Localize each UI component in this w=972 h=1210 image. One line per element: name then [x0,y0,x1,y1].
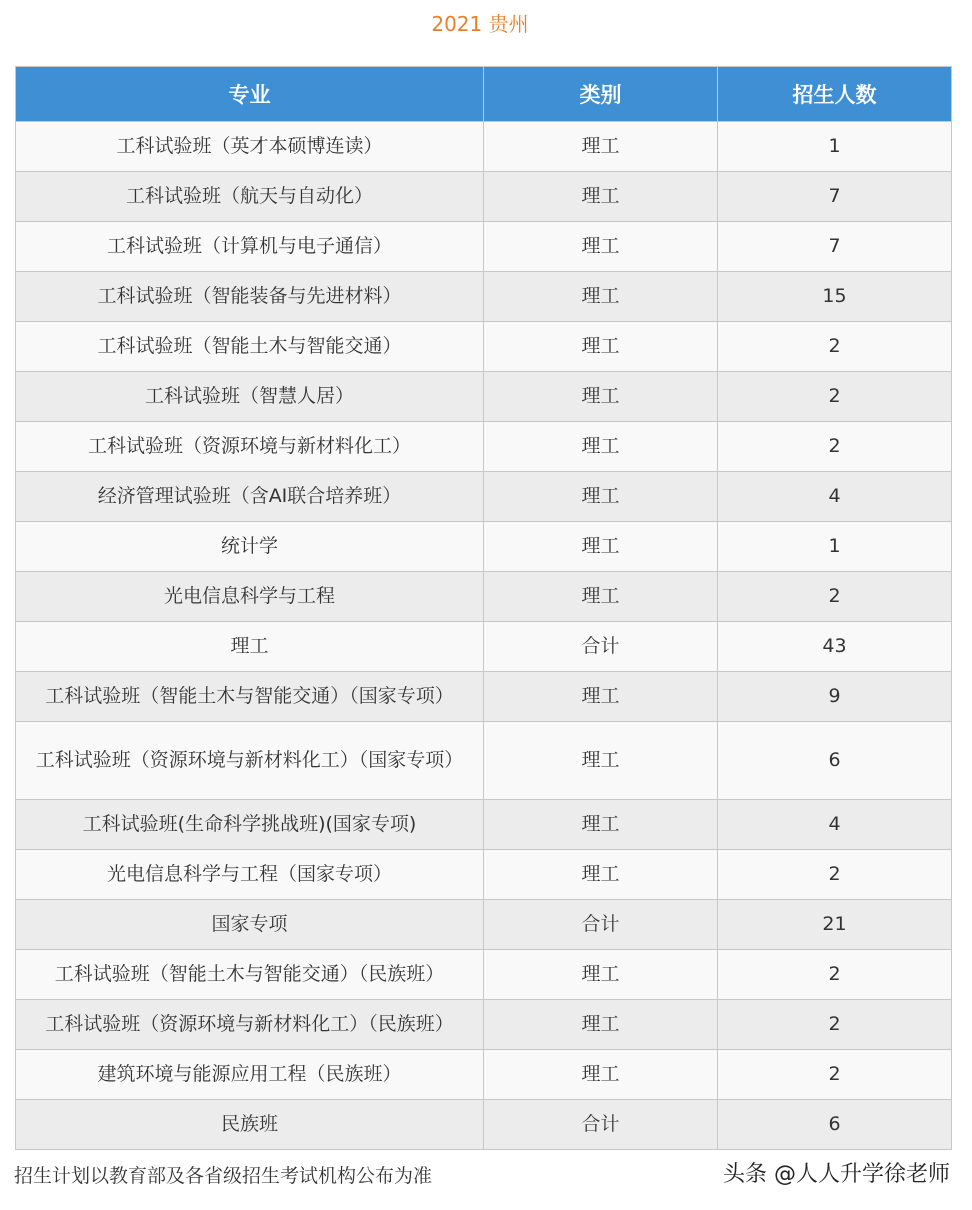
cell-major: 工科试验班（资源环境与新材料化工）（国家专项） [16,722,484,800]
cell-count: 2 [718,572,952,622]
cell-major: 工科试验班（航天与自动化） [16,172,484,222]
cell-category: 理工 [484,122,718,172]
table-row [16,222,952,272]
header-enrollment: 招生人数 [718,67,952,122]
cell-category: 合计 [484,622,718,672]
cell-category: 理工 [484,1000,718,1050]
cell-count: 7 [718,172,952,222]
cell-major: 经济管理试验班（含AI联合培养班） [16,472,484,522]
cell-major: 工科试验班（智慧人居） [16,372,484,422]
cell-category: 理工 [484,722,718,800]
cell-count: 2 [718,372,952,422]
cell-count: 4 [718,800,952,850]
cell-major: 工科试验班（资源环境与新材料化工）（民族班） [16,1000,484,1050]
subtotal-row [16,622,952,672]
cell-count: 2 [718,322,952,372]
table-row [16,272,952,322]
cell-major: 工科试验班（智能土木与智能交通）（民族班） [16,950,484,1000]
cell-category: 合计 [484,900,718,950]
cell-count: 6 [718,722,952,800]
cell-major: 统计学 [16,522,484,572]
cell-count: 2 [718,850,952,900]
cell-major: 工科试验班（资源环境与新材料化工） [16,422,484,472]
cell-major: 工科试验班（智能土木与智能交通） [16,322,484,372]
cell-count: 1 [718,122,952,172]
cell-major: 工科试验班（智能土木与智能交通）（国家专项） [16,672,484,722]
table-row [16,472,952,522]
table-row [16,422,952,472]
cell-category: 理工 [484,372,718,422]
cell-count: 2 [718,1050,952,1100]
cell-category: 理工 [484,472,718,522]
cell-category: 理工 [484,222,718,272]
cell-count: 1 [718,522,952,572]
cell-category: 理工 [484,422,718,472]
table-row [16,950,952,1000]
cell-category: 理工 [484,272,718,322]
cell-major: 工科试验班（计算机与电子通信） [16,222,484,272]
subtotal-row [16,900,952,950]
cell-major: 工科试验班（英才本硕博连读） [16,122,484,172]
cell-category: 理工 [484,850,718,900]
watermark: 头条 @人人升学徐老师 [723,1162,950,1187]
table-row [16,1050,952,1100]
cell-category: 理工 [484,800,718,850]
cell-count: 4 [718,472,952,522]
cell-major: 工科试验班（智能装备与先进材料） [16,272,484,322]
table-row [16,1000,952,1050]
cell-category: 理工 [484,522,718,572]
table-row [16,522,952,572]
cell-major: 光电信息科学与工程（国家专项） [16,850,484,900]
cell-count: 2 [718,422,952,472]
table-row [16,372,952,422]
table-row [16,850,952,900]
cell-count: 7 [718,222,952,272]
cell-major: 国家专项 [16,900,484,950]
page-title: 2021 贵州 [431,12,529,36]
cell-category: 理工 [484,672,718,722]
cell-count: 15 [718,272,952,322]
cell-count: 6 [718,1100,952,1150]
enrollment-table [15,66,952,1150]
cell-count: 2 [718,950,952,1000]
cell-major: 工科试验班(生命科学挑战班)(国家专项) [16,800,484,850]
table-row [16,322,952,372]
cell-category: 理工 [484,1050,718,1100]
cell-count: 2 [718,1000,952,1050]
table-row [16,722,952,800]
table-row [16,672,952,722]
table-header-row [16,67,952,122]
cell-category: 合计 [484,1100,718,1150]
header-major: 专业 [16,67,484,122]
cell-count: 9 [718,672,952,722]
cell-category: 理工 [484,172,718,222]
cell-count: 43 [718,622,952,672]
cell-major: 理工 [16,622,484,672]
cell-count: 21 [718,900,952,950]
cell-category: 理工 [484,950,718,1000]
table-row [16,572,952,622]
cell-category: 理工 [484,572,718,622]
cell-category: 理工 [484,322,718,372]
header-category: 类别 [484,67,718,122]
table-row [16,172,952,222]
cell-major: 建筑环境与能源应用工程（民族班） [16,1050,484,1100]
footnote: 招生计划以教育部及各省级招生考试机构公布为准 [14,1165,433,1187]
subtotal-row [16,1100,952,1150]
cell-major: 光电信息科学与工程 [16,572,484,622]
table-row [16,122,952,172]
table-row [16,800,952,850]
cell-major: 民族班 [16,1100,484,1150]
